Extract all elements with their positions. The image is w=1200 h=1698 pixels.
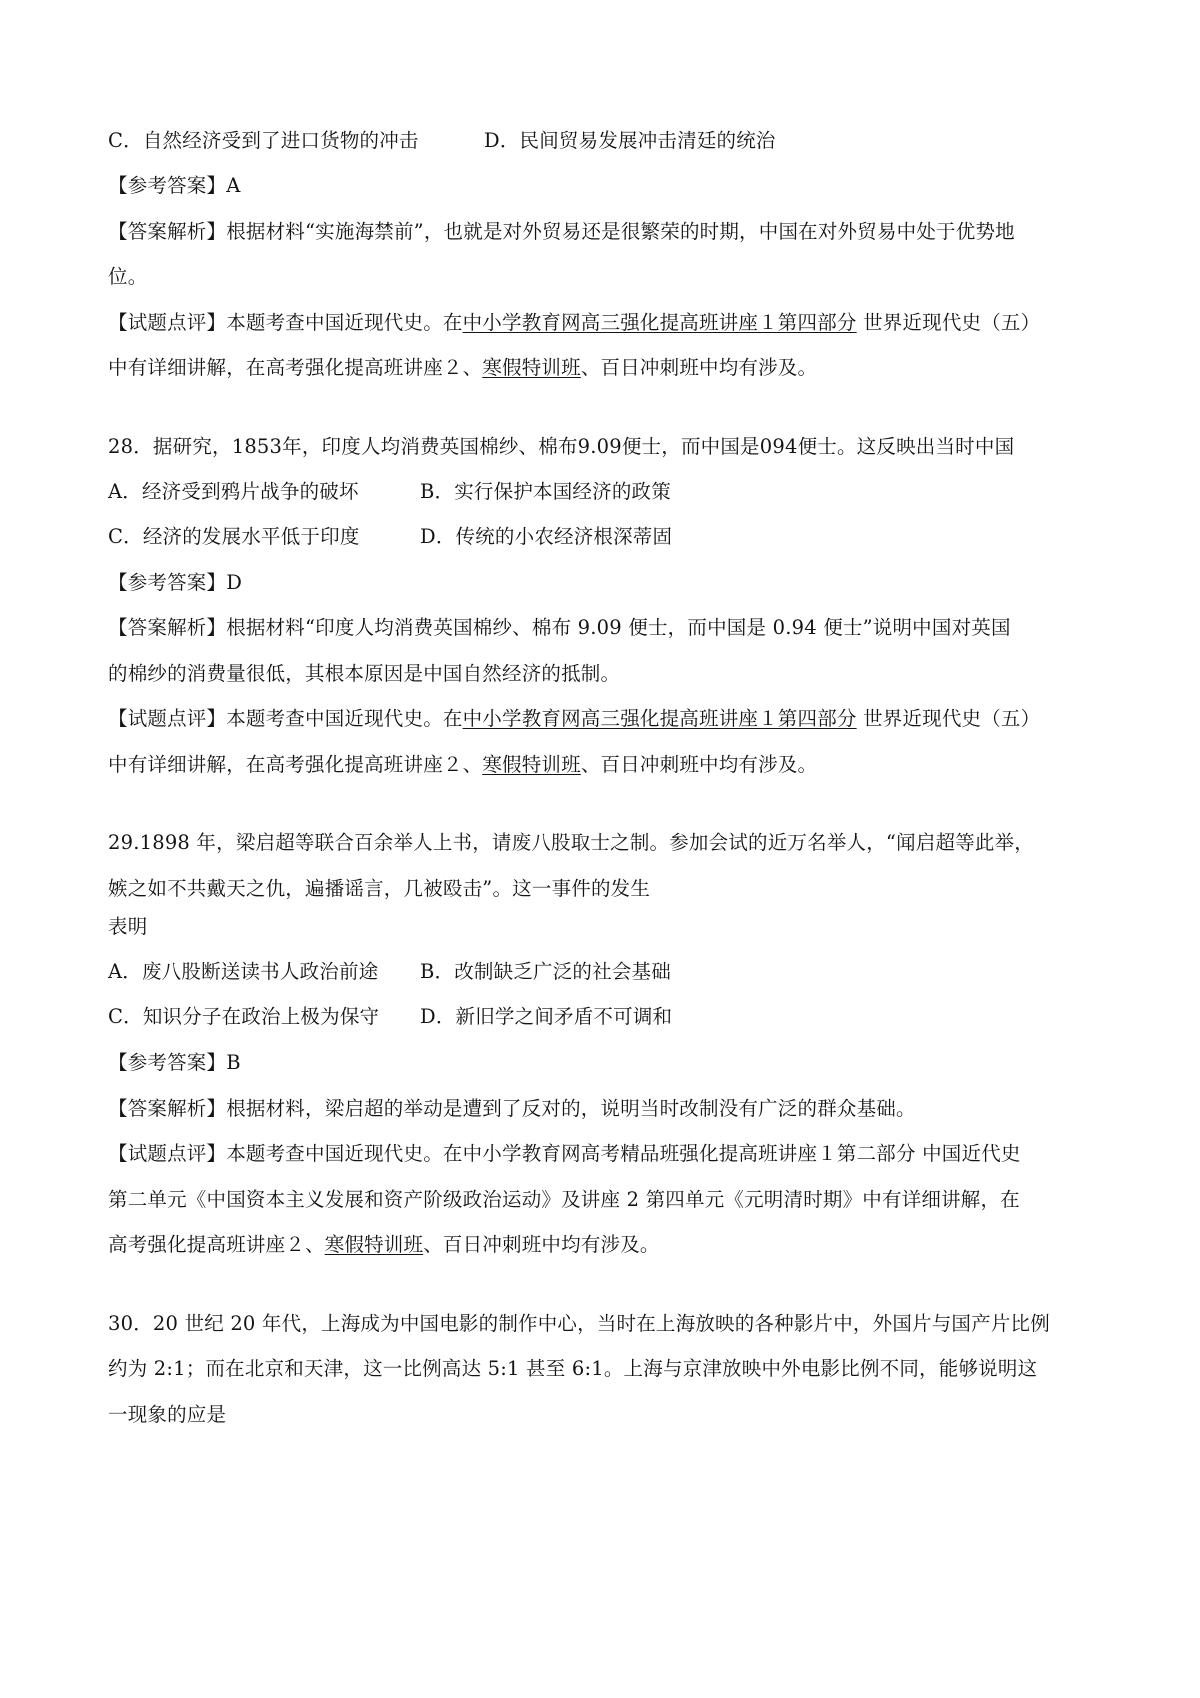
- q30-stem-line2: 约为 2:1；而在北京和天津，这一比例高达 5:1 甚至 6:1。上海与京津放映中外电影比例不同，能够说明这: [108, 1357, 1038, 1380]
- q28-answer: 【参考答案】D: [108, 571, 243, 594]
- q27-answer: 【参考答案】A: [108, 174, 241, 197]
- q28-review-line2: [108, 752, 1108, 778]
- q28-analysis-line1: 【答案解析】根据材料“印度人均消费英国棉纱、棉布 9.09 便士，而中国是 0.94 便士”说明中国对英国: [108, 616, 1011, 639]
- q29-options-ab: [108, 959, 1108, 985]
- q27-review-line2-prefix: 中有详细讲解，在高考强化提高班讲座２、: [108, 356, 483, 379]
- q27-analysis-line2: 位。: [108, 265, 148, 288]
- q29-stem-line3: 表明: [108, 915, 148, 938]
- q29-option-d: D．新旧学之间矛盾不可调和: [420, 1005, 673, 1028]
- q27-review-prefix: 【试题点评】本题考查中国近现代史。在: [108, 311, 463, 334]
- q28-review-line2-suffix: 、百日冲刺班中均有涉及。: [580, 753, 818, 776]
- q27-review-line2-link[interactable]: 寒假特训班: [482, 356, 581, 379]
- q29-option-a: A．废八股断送读书人政治前途: [108, 960, 379, 983]
- q29-option-b: B．改制缺乏广泛的社会基础: [420, 960, 671, 983]
- q28-options-cd: [108, 524, 1108, 550]
- q27-option-c: C．自然经济受到了进口货物的冲击: [108, 129, 419, 152]
- q28-stem: 28．据研究，1853年，印度人均消费英国棉纱、棉布9.09便士，而中国是094便士。这反映出当时中国: [108, 435, 1015, 458]
- q28-options-ab: [108, 479, 1108, 505]
- q29-review-line3-prefix: 高考强化提高班讲座２、: [108, 1233, 325, 1256]
- q29-options-cd: [108, 1004, 1108, 1030]
- q30-stem-line3: 一现象的应是: [108, 1403, 227, 1426]
- q28-review-link[interactable]: 中小学教育网高三强化提高班讲座１第四部分: [462, 707, 857, 730]
- q27-review-link[interactable]: 中小学教育网高三强化提高班讲座１第四部分: [462, 311, 857, 334]
- q27-analysis-line1: 【答案解析】根据材料“实施海禁前”，也就是对外贸易还是很繁荣的时期，中国在对外贸易中处于优势地: [108, 220, 1015, 243]
- q29-review-line3: [108, 1232, 1108, 1258]
- q28-review-line2-link[interactable]: 寒假特训班: [482, 753, 581, 776]
- q28-review-line2-prefix: 中有详细讲解，在高考强化提高班讲座２、: [108, 753, 483, 776]
- q29-review-line2: 第二单元《中国资本主义发展和资产阶级政治运动》及讲座 2 第四单元《元明清时期》中有详细讲解，在: [108, 1188, 1020, 1211]
- q27-review-line2: [108, 355, 1108, 381]
- q29-review-line3-suffix: 、百日冲刺班中均有涉及。: [423, 1233, 660, 1256]
- q27-review-suffix: 世界近现代史（五）: [856, 311, 1041, 334]
- q29-review-line1: 【试题点评】本题考查中国近现代史。在中小学教育网高考精品班强化提高班讲座１第二部分 中国近代史: [108, 1142, 1021, 1165]
- q29-answer: 【参考答案】B: [108, 1051, 241, 1074]
- q28-option-c: C．经济的发展水平低于印度: [108, 525, 360, 548]
- q27-review-line2-suffix: 、百日冲刺班中均有涉及。: [580, 356, 818, 379]
- q29-review-line3-link[interactable]: 寒假特训班: [324, 1233, 424, 1256]
- q28-review-suffix: 世界近现代史（五）: [856, 707, 1041, 730]
- q27-option-d: D．民间贸易发展冲击清廷的统治: [484, 129, 776, 152]
- q28-option-b: B．实行保护本国经济的政策: [420, 480, 671, 503]
- q28-option-d: D．传统的小农经济根深蒂固: [420, 525, 673, 548]
- q29-option-c: C．知识分子在政治上极为保守: [108, 1005, 380, 1028]
- q29-stem-line1: 29.1898 年，梁启超等联合百余举人上书，请废八股取士之制。参加会试的近万名举人，“闻启超等此举，: [108, 831, 1035, 854]
- q28-option-a: A．经济受到鸦片战争的破坏: [108, 480, 359, 503]
- q27-options-cd: [108, 128, 1108, 154]
- q28-review-prefix: 【试题点评】本题考查中国近现代史。在: [108, 707, 463, 730]
- q29-analysis: 【答案解析】根据材料，梁启超的举动是遭到了反对的，说明当时改制没有广泛的群众基础。: [108, 1097, 916, 1120]
- q28-analysis-line2: 的棉纱的消费量很低，其根本原因是中国自然经济的抵制。: [108, 662, 621, 685]
- q29-stem-line2: 嫉之如不共戴天之仇，遍播谣言，几被殴击”。这一事件的发生: [108, 877, 651, 900]
- q27-review-line1: [108, 310, 1108, 336]
- q30-stem-line1: 30．20 世纪 20 年代，上海成为中国电影的制作中心，当时在上海放映的各种影片中，外国片与国产片比例: [108, 1312, 1050, 1335]
- q28-review-line1: [108, 706, 1108, 732]
